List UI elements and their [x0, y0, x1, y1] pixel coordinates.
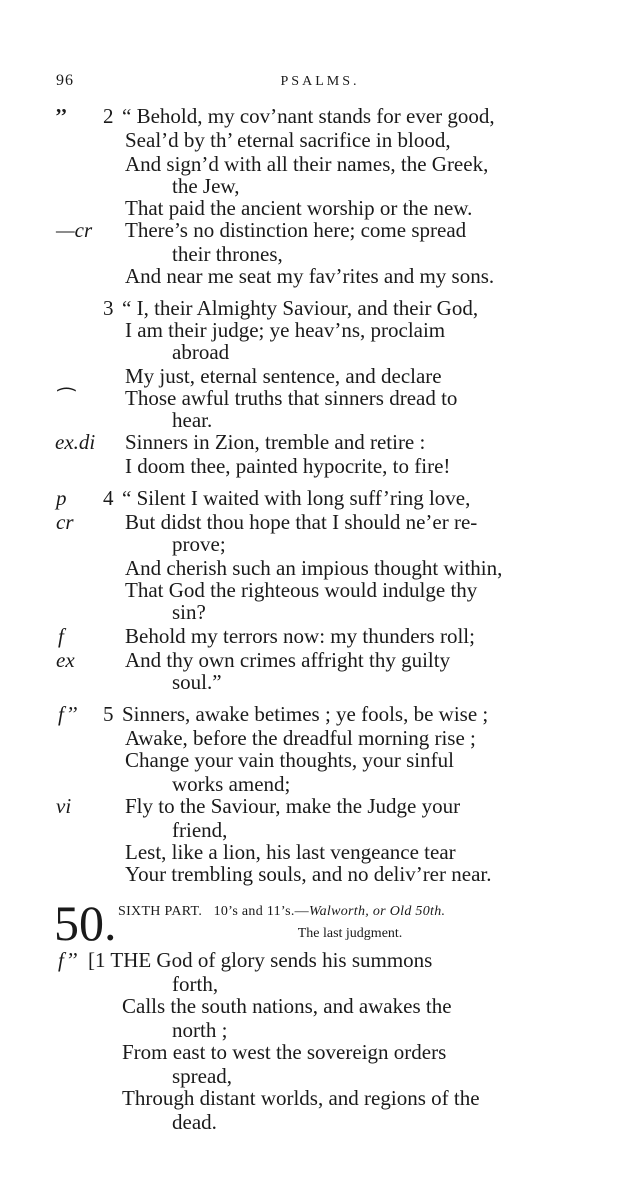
verse-line: Calls the south nations, and awakes the [122, 994, 452, 1018]
verse-line: Fly to the Saviour, make the Judge your [125, 794, 461, 818]
hymn-subtitle: The last judgment. [297, 926, 403, 941]
part-label: SIXTH PART. [118, 904, 203, 919]
verse-line: “ Behold, my cov’nant stands for ever good, [122, 104, 495, 128]
verse-number: 4 [103, 486, 114, 510]
verse-line: Those awful truths that sinners dread to [125, 386, 458, 410]
page-number: 96 [56, 72, 74, 89]
verse-number: 5 [103, 702, 114, 726]
margin-mark: ’’ [55, 104, 68, 128]
margin-mark: f [58, 624, 64, 648]
verse-line: sin? [172, 600, 206, 624]
running-head: PSALMS. [280, 74, 360, 89]
verse-line: Behold my terrors now: my thunders roll; [125, 624, 475, 648]
verse-line: “ I, their Almighty Saviour, and their God, [122, 296, 479, 320]
verse-line: And sign’d with all their names, the Greek, [125, 152, 489, 176]
verse-line: the Jew, [172, 174, 240, 198]
verse-number: 2 [103, 104, 114, 128]
verse-line: Lest, like a lion, his last vengeance tear [125, 840, 456, 864]
verse-line: spread, [172, 1064, 233, 1088]
verse-line: Your trembling souls, and no deliv’rer near. [125, 862, 492, 886]
verse-line: friend, [172, 818, 228, 842]
verse-number: 3 [103, 296, 114, 320]
verse-line: Change your vain thoughts, your sinful [125, 748, 454, 772]
verse-line: That God the righteous would indulge thy [125, 578, 478, 602]
verse-line: There’s no distinction here; come spread [125, 218, 467, 242]
margin-mark: cr [56, 510, 74, 534]
verse-line: [1 THE God of glory sends his summons [88, 948, 433, 972]
verse-line: soul.” [172, 670, 222, 694]
verse-line: And near me seat my fav’rites and my sons. [125, 264, 495, 288]
verse-line: prove; [172, 532, 226, 556]
verse-line: But didst thou hope that I should ne’er re- [125, 510, 478, 534]
verse-line: “ Silent I waited with long suff’ring love, [122, 486, 471, 510]
verse-line: That paid the ancient worship or the new. [125, 196, 473, 220]
tune-label: Walworth, or Old 50th. [308, 904, 446, 919]
verse-line: From east to west the sovereign orders [122, 1040, 447, 1064]
margin-mark: ⁀ [58, 388, 75, 412]
verse-line: north ; [172, 1018, 228, 1042]
verse-line: I am their judge; ye heav’ns, proclaim [125, 318, 446, 342]
margin-mark: p [56, 486, 67, 510]
margin-mark: ex [56, 648, 75, 672]
verse-line: forth, [172, 972, 219, 996]
verse-line: works amend; [172, 772, 291, 796]
verse-line: hear. [172, 408, 213, 432]
margin-mark: ex.di [55, 430, 96, 454]
verse-line: And thy own crimes affright thy guilty [125, 648, 451, 672]
verse-line: Sinners, awake betimes ; ye fools, be wise ; [122, 702, 489, 726]
verse-line: Through distant worlds, and regions of the [122, 1086, 480, 1110]
verse-line: dead. [172, 1110, 217, 1134]
meter-label: 10’s and 11’s.— [213, 904, 309, 919]
margin-mark: —cr [56, 218, 93, 242]
verse-line: I doom thee, painted hypocrite, to fire! [125, 454, 451, 478]
margin-mark: f’’ [58, 948, 78, 972]
verse-line: Seal’d by th’ eternal sacrifice in blood, [125, 128, 451, 152]
verse-line: Sinners in Zion, tremble and retire : [125, 430, 426, 454]
verse-line: Awake, before the dreadful morning rise ; [125, 726, 476, 750]
margin-mark: f’’ [58, 702, 78, 726]
part-heading [118, 904, 445, 920]
margin-mark: vi [56, 794, 72, 818]
verse-line: their thrones, [172, 242, 283, 266]
hymn-number: 50. [54, 895, 117, 951]
verse-line: My just, eternal sentence, and declare [125, 364, 442, 388]
verse-line: abroad [172, 340, 230, 364]
verse-line: And cherish such an impious thought within, [125, 556, 503, 580]
